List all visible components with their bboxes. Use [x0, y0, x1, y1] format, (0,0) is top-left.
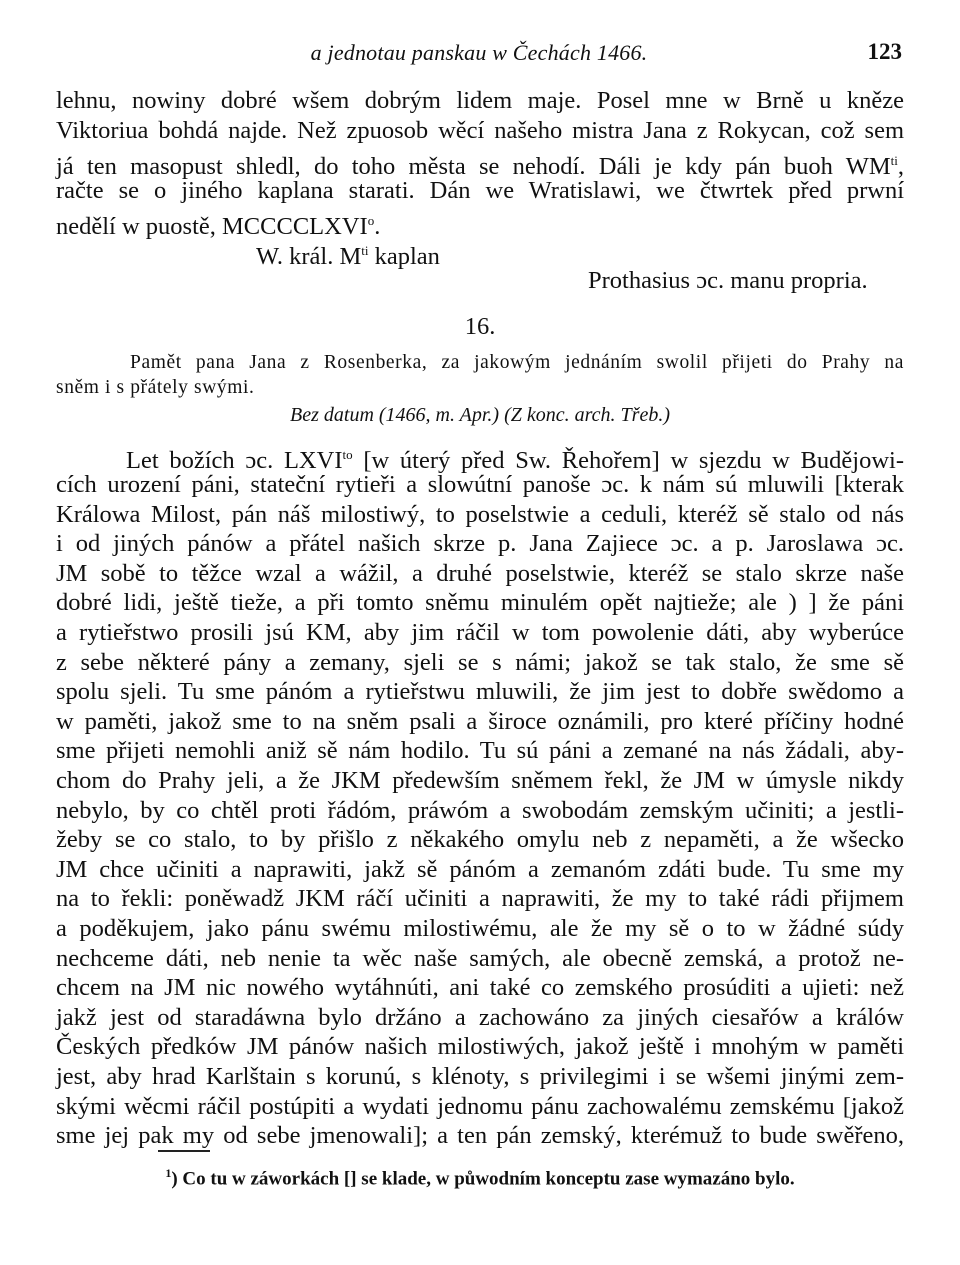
running-title: a jednotau panskau w Čechách 1466.: [310, 40, 648, 65]
text-line: spolu sjeli. Tu sme pánóm a rytieřstwu mluwili, že jim jest to dobře swědomo a: [56, 678, 904, 706]
text-line: lehnu, nowiny dobré wšem dobrým lidem maje. Posel mne w Brně u kněze: [56, 87, 904, 114]
footnote-marker: 1: [165, 1166, 172, 1180]
running-head: [56, 40, 902, 76]
text-line: a rytieřstwo prosili jsú KM, aby jim ráčil w tom powolenie dáti, aby wyberúce: [56, 619, 904, 646]
superscript: to: [342, 447, 353, 462]
footnote: [56, 1160, 904, 1192]
text-segment: nedělí w puostě, MCCCCLXVI: [56, 213, 368, 241]
text-line: cích urození páni, stateční rytieři a slowútní panoše ɔc. k nám sú mluwili [kterak: [56, 471, 904, 498]
text-line: skými wěcmi ráčil postúpiti a wydati jednomu pánu zachowalému zemskému [jakož: [56, 1092, 904, 1120]
sign-off: Prothasius ɔc. manu propria.: [588, 267, 868, 294]
text-segment: W. král. M: [256, 243, 362, 271]
text-line: na to řekli: poněwadž JKM ráčí učiniti a naprawiti, že my to také rádi přijmem: [56, 885, 904, 913]
text-segment: [w úterý před Sw. Řehořem] w sjezdu w Budějowi-: [352, 447, 904, 475]
section-heading-line: sněm i s přátely swými.: [56, 377, 255, 398]
text-line: dobré lidi, ještě tieže, a při tomto sněmu minulém opět najtieže; ale ) ] že páni: [56, 589, 904, 617]
text-line: jakž jest od staradáwna bylo držáno a zachowáno za jiných ciesařów a králów: [56, 1003, 904, 1031]
text-line: žeby se co stalo, to by přišlo z někakého omylu neb z nepaměti, a že wšecko: [56, 826, 904, 854]
text-line: nebylo, by co chtěl proti řádóm, práwóm a swobodám zemským učiniti; a jestli-: [56, 796, 904, 824]
text-line: jest, aby hrad Karlštain s korunú, s klénoty, s privilegimi i se wšemi jinými zem-: [56, 1063, 904, 1090]
text-line: chom do Prahy jeli, a že JKM předewším sněmem řekl, že JM w úmysle nikdy: [56, 767, 904, 794]
text-line: w paměti, jakož sme to na sněm psali a široce oznámili, pro které příčiny hodné: [56, 707, 904, 735]
text-line: Českých předków JM pánów našich milostiwých, jakož ještě i mnohým w paměti: [56, 1033, 904, 1061]
text-segment: já ten masopust shledl, do toho města se nehodí. Dáli je kdy pán buoh WM: [56, 153, 891, 181]
text-line: [56, 206, 904, 242]
section-heading-line: Pamět pana Jana z Rosenberka, za jakowým jednáním swolil přijeti do Prahy na: [130, 352, 904, 373]
superscript: ti: [890, 153, 898, 168]
text-line: chcem na JM nic nowého wytáhnúti, ani také co zemského prosúditi a ujieti: než: [56, 974, 904, 1002]
text-line: sme přijeti nemohli aniž sě nám hodilo. Tu sú páni a zemané na nás žádali, aby-: [56, 737, 904, 765]
text-line: Králowa Milost, pán náš milostiwý, to poselstwie a ceduli, kteréž sě stalo od nás: [56, 500, 904, 528]
page-number: 123: [867, 39, 902, 64]
text-line: Viktoriua bohdá najde. Než zpuosob wěcí našeho mistra Jana z Rokycan, což sem: [56, 117, 904, 144]
source-citation: Bez datum (1466, m. Apr.) (Z konc. arch. Třeb.): [290, 404, 670, 426]
text-line: nechceme dáti, neb nenie ta wěc naše samých, ale obecně zemská, a protož ne-: [56, 944, 904, 972]
text-line: sme jej pak my od sebe jmenowali]; a ten pán zemský, kterémuž to bude swěřeno,: [56, 1122, 904, 1150]
superscript: ti: [361, 243, 369, 258]
text-line: i od jiných pánów a přátel našich skrze p. Jana Zajiece ɔc. a p. Jaroslawa ɔc.: [56, 530, 904, 558]
text-line: JM chce učiniti a naprawiti, jakž sě pánóm a zemanóm zdáti bude. Tu sme my: [56, 855, 904, 883]
signature: [256, 236, 440, 272]
text-line: z sebe některé pány a zemany, sjeli se s námi; jakož se tak stalo, že sme sě: [56, 648, 904, 676]
footnote-text: ) Co tu w záworkách [] se klade, w půwodním konceptu zase wymazáno bylo.: [171, 1168, 795, 1190]
text-segment: ,: [897, 153, 904, 181]
text-line: JM sobě to těžce wzal a wážil, a druhé poselstwie, kteréž se stalo skrze naše: [56, 559, 904, 587]
section-number: 16.: [464, 313, 496, 340]
text-line: račte se o jiného kaplana starati. Dán we Wratislawi, we čtwrtek před prwní: [56, 177, 904, 204]
text-segment: kaplan: [368, 243, 440, 271]
text-segment: .: [374, 213, 381, 241]
superscript: o: [367, 213, 375, 228]
text-line: a poděkujem, jako pánu swému milostiwému, ale že my sě o to w žádné súdy: [56, 915, 904, 942]
text-segment: Let božích ɔc. LXVI: [126, 447, 343, 475]
